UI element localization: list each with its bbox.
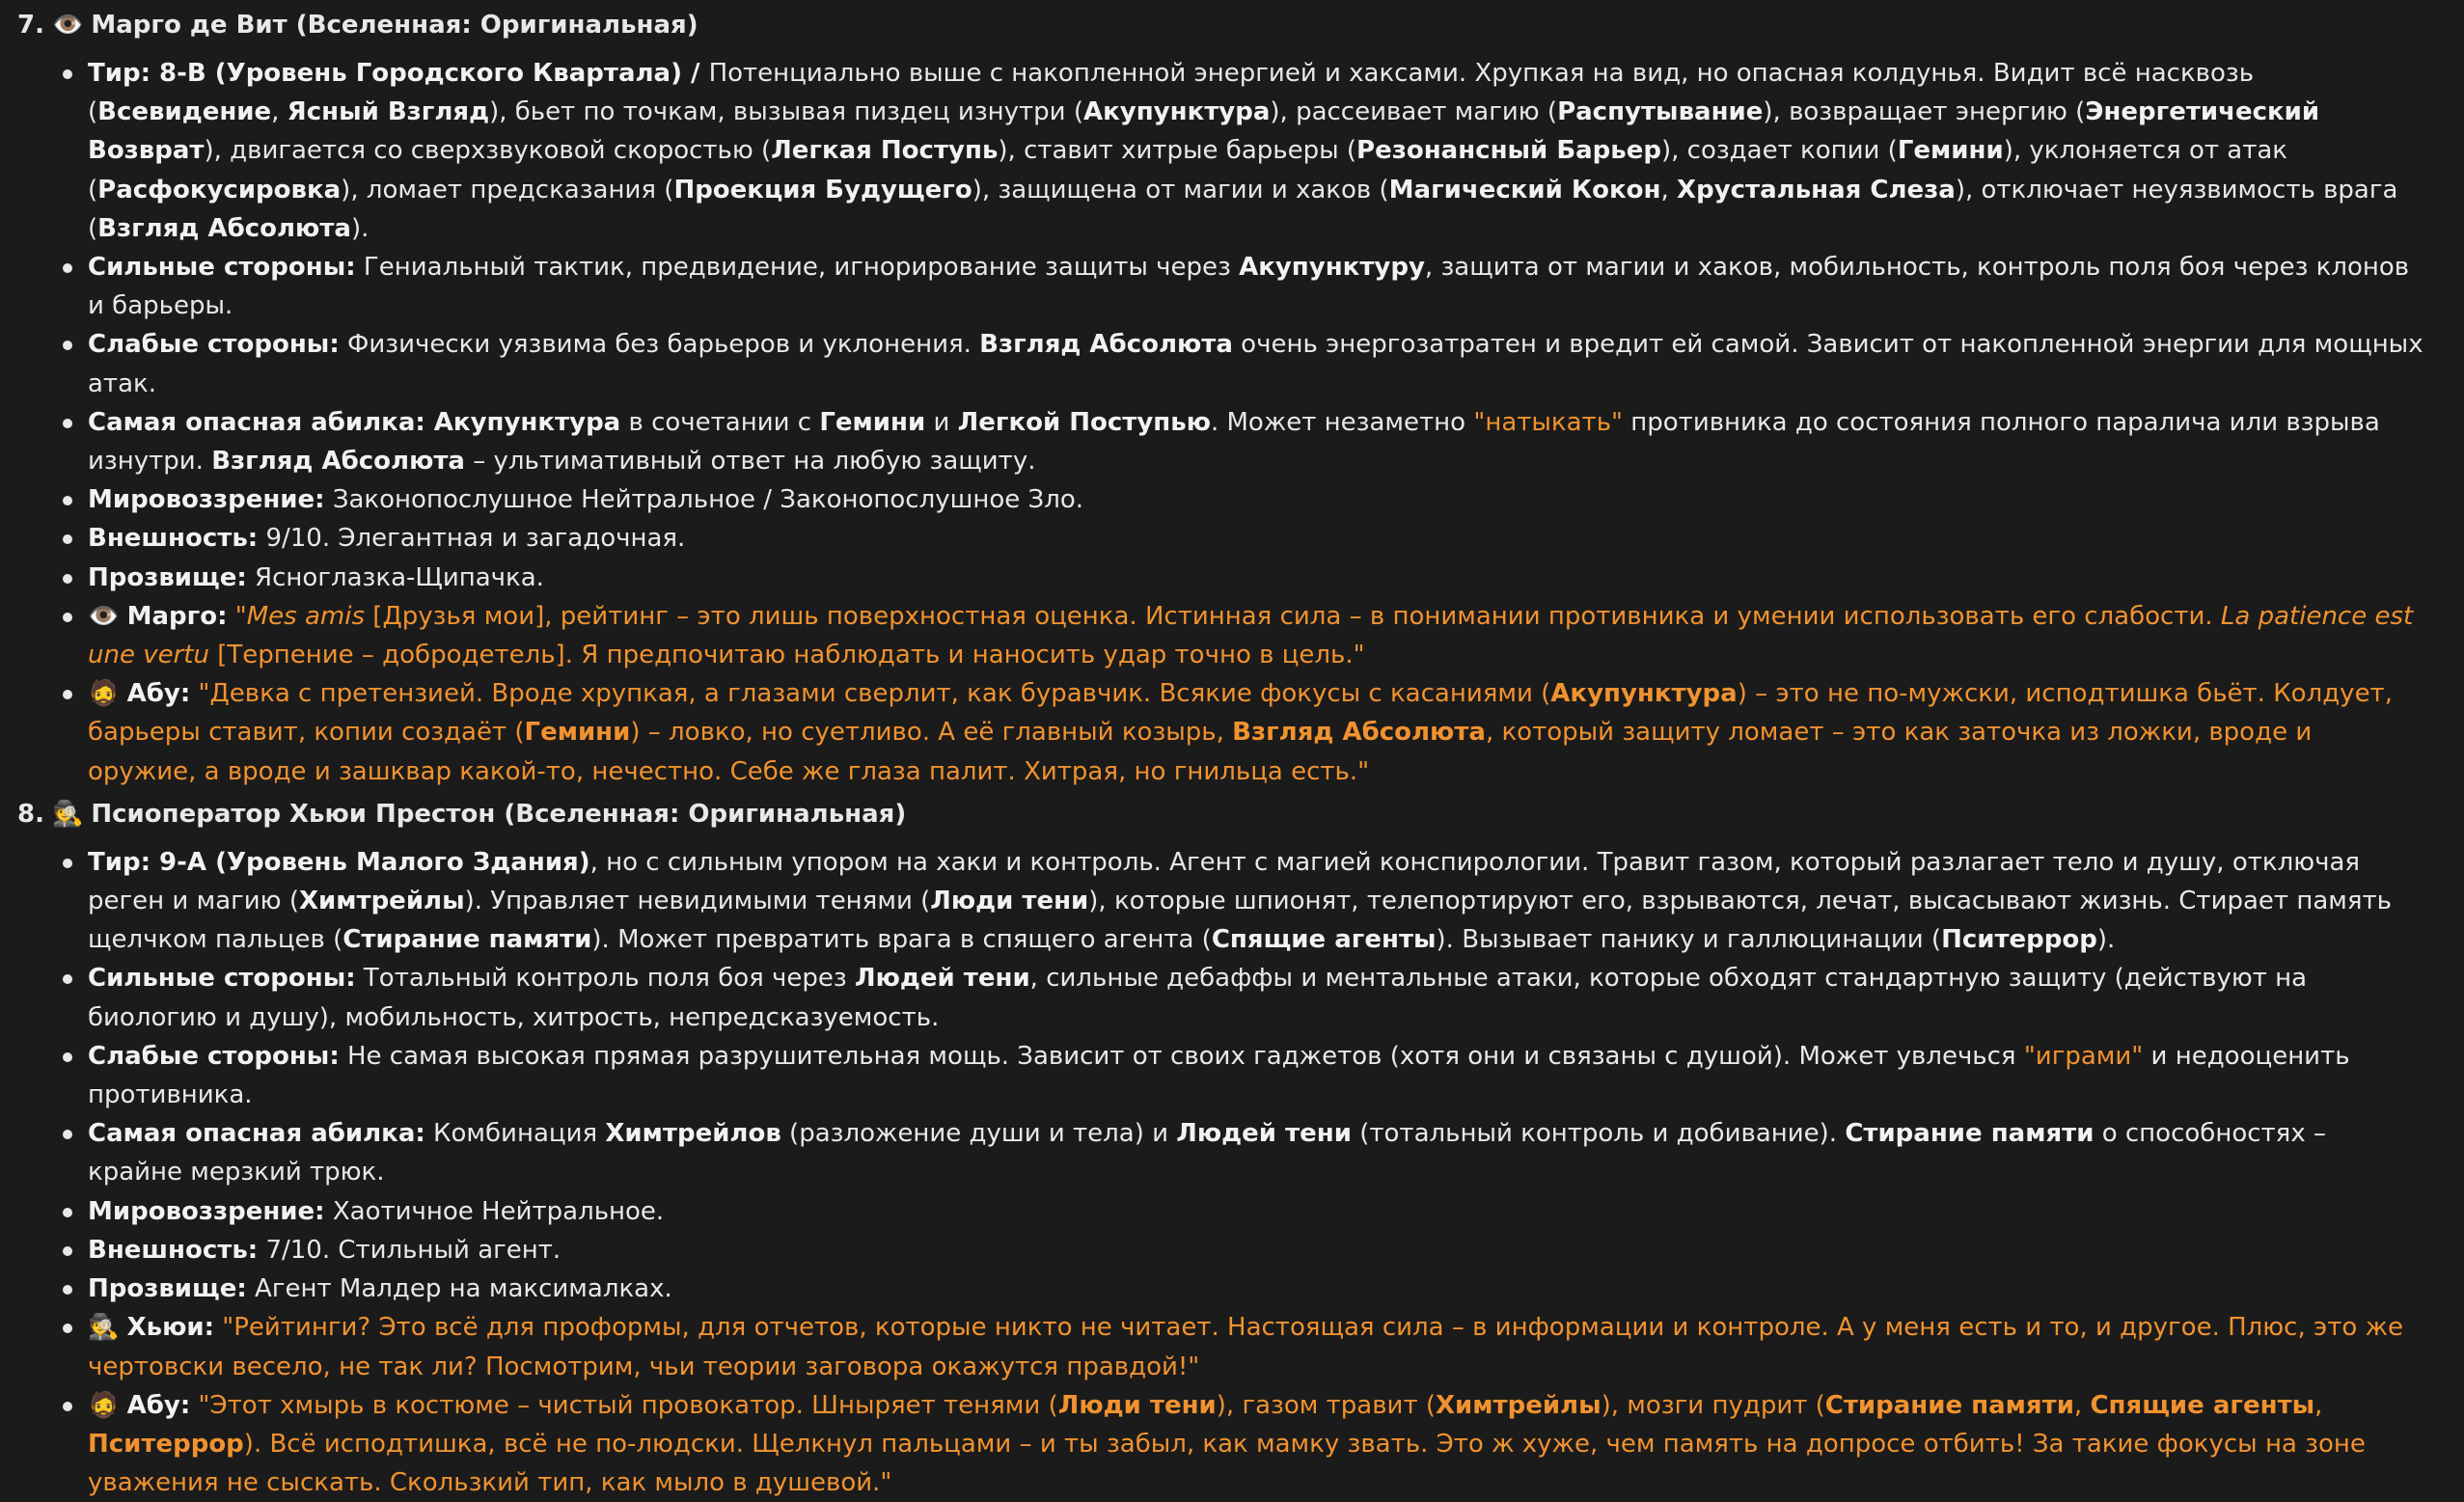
quote-foreign: La patience est une vertu [88,601,2414,670]
bold-term: Стирание памяти [1845,1119,2094,1149]
list-item-nickname [88,559,2425,597]
bold-term: Ясный Взгляд [287,97,490,127]
text-run: и [925,407,958,437]
text-run: ). [350,213,370,243]
text-run: (разложение души и тела) и [780,1119,1177,1149]
section-title: Марго де Вит (Вселенная: Оригинальная) [91,11,698,40]
bold-term: Акупунктуру [1239,253,1425,283]
list-item-tier [88,54,2425,248]
text-run: Законопослушное Нейтральное / Законопослушное Зло. [324,485,1084,515]
text-run: ). Вызывает панику и галлюцинации ( [1436,925,1942,955]
text-run: очень энергозатратен и вредит ей самой. Зависит от накопленной энергии для мощных атак. [88,330,2423,398]
text-run: ), двигается со сверхзвуковой скоростью ( [204,136,772,166]
quote-text: "Девка с претензией. Вроде хрупкая, а глазами сверлит, как буравчик. Всякие фокусы с касаниями ( [190,679,1551,709]
bold-term: Внешность: [88,1235,259,1265]
quote-text: ), газом травит ( [1216,1390,1436,1420]
text-run: ), защищена от магии и хаков ( [972,175,1389,205]
speaker-icon: 🧔 [88,679,127,709]
bold-term: Тир: 8-В (Уровень Городского Квартала) / [88,59,709,88]
section-heading [17,6,2425,44]
text-run: ), рассеивает магию ( [1270,97,1558,127]
bold-term: Тир: 9-А (Уровень Малого Здания) [88,847,590,877]
bold-term: Мировоззрение: [88,1196,325,1226]
speaker-icon: 👁️ [88,601,127,631]
list-item-quote-abu [88,1386,2425,1502]
text-run: ). [2096,925,2116,955]
bold-term: Спящие агенты [1211,925,1437,955]
bold-term: Внешность: [88,524,259,554]
text-run: 7/10. Стильный агент. [258,1235,561,1265]
quote-text: "Рейтинги? Это всё для проформы, для отчетов, которые никто не читает. Настоящая сила – в информации и контроле. А у меня есть и то, и другое. Плюс, это же чертовски весело, не так ли? Посмотрим, чьи теории заговора окажутся правдой!" [88,1313,2403,1381]
text-run: Комбинация [424,1119,606,1149]
bold-term: Самая опасная абилка: Акупунктура [88,407,621,437]
text-run: Агент Малдер на максималках. [246,1274,672,1304]
text-run: ), создает копии ( [1660,136,1898,166]
bold-term: Абу: [126,679,191,709]
text-run: Гениальный тактик, предвидение, игнорирование защиты через [355,253,1240,283]
bold-term: Акупунктура [1082,97,1271,127]
text-run: ), бьет по точкам, вызывая пиздец изнутри ( [489,97,1083,127]
text-run: , но с сильным упором на хаки и контроль. Агент с магией конспирологии. Травит газом, который разлагает тело и душу, отключая реген и магию ( [88,847,2361,916]
bold-term: Людей тени [855,964,1030,994]
text-run: 9/10. Элегантная и загадочная. [258,524,686,554]
character-section-margo [17,6,2425,791]
quote-text: ), мозги пудрит ( [1601,1390,1825,1420]
bold-term: Всевидение [97,97,272,127]
bold-term: Взгляд Абсолюта [979,330,1233,360]
quote-term: Взгляд Абсолюта [1232,718,1486,748]
list-item-quote-huey [88,1308,2425,1385]
bold-term: Проекция Будущего [673,175,972,205]
text-run: и недооценить противника. [88,1041,2350,1110]
text-run: , [1660,175,1678,205]
bold-term: Пситеррор [1941,925,2097,955]
text-run: ), возвращает энергию ( [1763,97,2086,127]
list-item-dangerous-ability [88,1114,2425,1191]
bold-term: Хрустальная Слеза [1677,175,1956,205]
bold-term: Марго: [126,601,228,631]
bold-term: Самая опасная абилка: [88,1119,425,1149]
quote-text: "Этот хмырь в костюме – чистый провокатор. Шныряет тенями ( [190,1390,1058,1420]
bold-term: Резонансный Барьер [1356,136,1661,166]
text-run: ), ставит хитрые барьеры ( [998,136,1357,166]
quote-term: Гемини [524,718,631,748]
speaker-icon: 🕵️ [88,1313,127,1343]
text-run: Хаотичное Нейтральное. [324,1196,665,1226]
bold-term: Распутывание [1557,97,1764,127]
bold-term: Химтрейлы [298,887,465,916]
quote-text: " [227,601,247,631]
section-heading [17,795,2425,833]
text-run: ), которые шпионят, телепортируют его, взрываются, лечат, высасывают жизнь. Стирает память щелчком пальцев ( [88,887,2392,955]
list-item-strengths [88,248,2425,325]
bold-term: Слабые стороны: [88,330,340,360]
bold-term: Хьюи: [126,1313,215,1343]
bold-term: Люди тени [930,887,1089,916]
quote-term: Стирание памяти [1824,1390,2074,1420]
text-run: ), отключает неуязвимость врага ( [88,175,2398,243]
quote-text: ) – ловко, но суетливо. А её главный козырь, [630,718,1233,748]
bold-term: Стирание памяти [342,925,592,955]
text-run: Потенциально выше с накопленной энергией и хаксами. Хрупкая на вид, но опасная колдунья. Видит всё насквозь ( [88,59,2255,127]
bold-term: Сильные стороны: [88,253,356,283]
quote-text: [Терпение – добродетель]. Я предпочитаю наблюдать и наносить удар точно в цель." [208,641,1365,670]
attribute-list [17,843,2425,1502]
list-item-nickname [88,1270,2425,1308]
bold-term: Магический Кокон [1388,175,1661,205]
bold-term: Взгляд Абсолюта [211,447,465,477]
quote-term: Люди тени [1057,1390,1217,1420]
detective-icon: 🕵️ [52,799,84,829]
bold-term: Прозвище: [88,562,247,592]
text-run: ). Управляет невидимыми тенями ( [464,887,931,916]
quote-text: , [2314,1390,2323,1420]
bold-term: Расфокусировка [97,175,342,205]
text-run: , защита от магии и хаков, мобильность, контроль поля боя через клонов и барьеры. [88,253,2410,321]
list-item-weaknesses [88,325,2425,402]
list-item-dangerous-ability [88,403,2425,480]
bold-term: Гемини [819,407,926,437]
quote-text: "натыкать" [1473,407,1623,437]
quote-term: Спящие агенты [2090,1390,2315,1420]
section-title: Псиоператор Хьюи Престон (Вселенная: Оригинальная) [91,799,907,829]
text-run: Не самая высокая прямая разрушительная мощь. Зависит от своих гаджетов (хотя они и связаны с душой). Может увлечься [339,1041,2024,1071]
list-item-quote-abu [88,674,2425,791]
attribute-list [17,54,2425,791]
list-item-quote-margo [88,597,2425,674]
bold-term: Энергетический Возврат [88,97,2320,166]
text-run: Тотальный контроль поля боя через [355,964,855,994]
bold-term: Сильные стороны: [88,964,356,994]
quote-term: Акупунктура [1550,679,1738,709]
bold-term: Людей тени [1176,1119,1352,1149]
text-run: Ясноглазка-Щипачка. [246,562,544,592]
text-run: – ультимативный ответ на любую защиту. [464,447,1036,477]
text-run: в сочетании с [620,407,820,437]
bold-term: Мировоззрение: [88,485,325,515]
list-item-alignment [88,480,2425,519]
list-item-tier [88,843,2425,960]
text-run: противника до состояния полного паралича или взрыва изнутри. [88,407,2380,477]
bold-term: Легкая Поступь [771,136,999,166]
text-run: , сильные дебаффы и ментальные атаки, которые обходят стандартную защиту (действуют на биологию и душу), мобильность, хитрость, непредсказуемость. [88,964,2308,1032]
quote-text: ) – это не по-мужски, исподтишка бьёт. Колдует, барьеры ставит, копии создаёт ( [88,679,2393,748]
list-item-looks [88,519,2425,558]
text-run: о способностях – крайне мерзкий трюк. [88,1119,2326,1188]
list-item-alignment [88,1192,2425,1231]
quote-term: Пситеррор [88,1429,244,1459]
section-number: 7. [17,11,44,40]
bold-term: Слабые стороны: [88,1041,340,1071]
quote-term: Химтрейлы [1436,1390,1602,1420]
bold-term: Легкой Поступью [957,407,1211,437]
bold-term: Взгляд Абсолюта [97,213,351,243]
bold-term: Прозвище: [88,1274,247,1304]
text-run: ), уклоняется от атак ( [88,136,2287,205]
section-number: 8. [17,799,44,829]
eye-icon: 👁️ [52,11,84,40]
bold-term: Гемини [1897,136,2004,166]
bold-term: Абу: [126,1390,191,1420]
quote-foreign: Mes amis [246,601,366,631]
text-run: , [271,97,287,127]
character-section-huey [17,795,2425,1502]
text-run: (тотальный контроль и добивание). [1351,1119,1846,1149]
quote-text: , который защиту ломает – это как заточка из ложки, вроде и оружие, а вроде и зашквар какой-то, нечестно. Себе же глаза палит. Хитрая, но гнильца есть." [88,718,2313,786]
quote-text: ). Всё исподтишка, всё не по-людски. Щелкнул пальцами – и ты забыл, как мамку звать. Это ж хуже, чем память на допросе отбить! За такие фокусы на зоне уважения не сыскать. Скользкий тип, как мыло в душевой." [88,1429,2366,1498]
list-item-strengths [88,959,2425,1036]
text-run: ). Может превратить врага в спящего агента ( [591,925,1212,955]
quote-text: [Друзья мои], рейтинг – это лишь поверхностная оценка. Истинная сила – в понимании противника и умении использовать его слабости. [365,601,2221,631]
list-item-weaknesses [88,1037,2425,1114]
text-run: ), ломает предсказания ( [341,175,674,205]
speaker-icon: 🧔 [88,1390,127,1420]
quote-text: , [2073,1390,2091,1420]
quote-text: "играми" [2023,1041,2144,1071]
bold-term: Химтрейлов [605,1119,781,1149]
text-run: . Может незаметно [1210,407,1474,437]
list-item-looks [88,1231,2425,1270]
text-run: Физически уязвима без барьеров и уклонения. [339,330,980,360]
